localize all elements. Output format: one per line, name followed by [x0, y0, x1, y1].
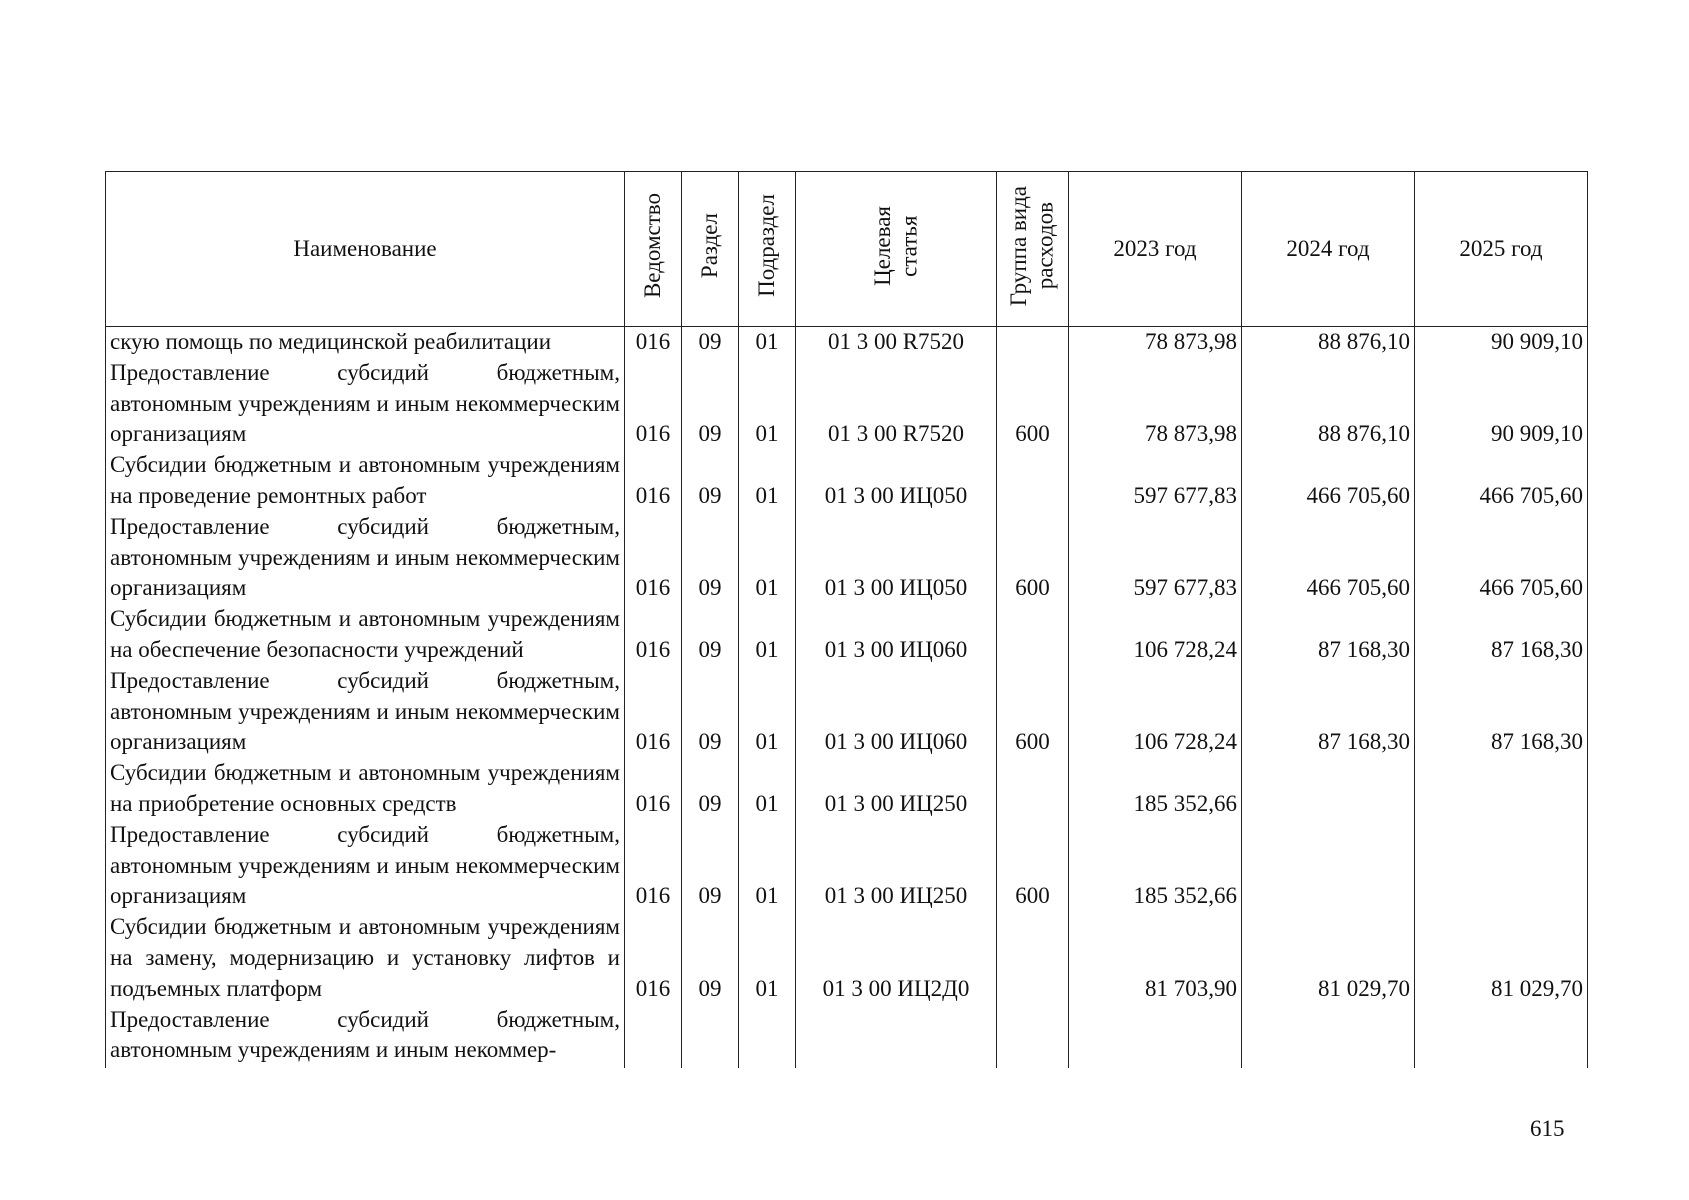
header-dept: Ведомство	[625, 172, 682, 327]
table-body	[106, 327, 1588, 1069]
row-section: 09	[682, 820, 739, 912]
header-2024: 2024 год	[1242, 172, 1415, 327]
row-dept: 016	[625, 758, 682, 820]
row-subsection: 01	[739, 758, 796, 820]
row-2023: 597 677,83	[1069, 450, 1242, 512]
row-2023: 106 728,24	[1069, 666, 1242, 758]
row-subsection: 01	[739, 327, 796, 358]
row-section	[682, 1005, 739, 1067]
header-name: Наименование	[106, 172, 625, 327]
row-2024: 88 876,10	[1242, 358, 1415, 450]
table-row	[106, 758, 1588, 820]
row-target: 01 3 00 R7520	[796, 327, 997, 358]
header-group: Группа вида расходов	[997, 172, 1069, 327]
row-group: 600	[997, 358, 1069, 450]
table-row	[106, 912, 1588, 1004]
row-name: Субсидии бюджетным и автономным учреждениям на проведение ремонтных работ	[106, 450, 625, 512]
row-section: 09	[682, 512, 739, 604]
row-2025: 90 909,10	[1415, 327, 1588, 358]
budget-table	[105, 171, 1588, 1068]
row-section: 09	[682, 450, 739, 512]
row-name: Субсидии бюджетным и автономным учреждениям на приобретение основных средств	[106, 758, 625, 820]
row-name: Предоставление субсидий бюджетным, автономным учреждениям и иным некоммерческим организациям	[106, 358, 625, 450]
row-2024: 466 705,60	[1242, 512, 1415, 604]
table-row	[106, 820, 1588, 912]
row-dept: 016	[625, 820, 682, 912]
row-target	[796, 1005, 997, 1067]
row-group	[997, 327, 1069, 358]
table-row	[106, 512, 1588, 604]
table-row	[106, 358, 1588, 450]
row-2024	[1242, 1005, 1415, 1067]
row-target: 01 3 00 ИЦ2Д0	[796, 912, 997, 1004]
row-2025	[1415, 758, 1588, 820]
row-subsection: 01	[739, 604, 796, 666]
row-name: скую помощь по медицинской реабилитации	[106, 327, 625, 358]
row-dept: 016	[625, 912, 682, 1004]
row-name: Субсидии бюджетным и автономным учреждениям на обеспечение безопасности учреждений	[106, 604, 625, 666]
header-2025: 2025 год	[1415, 172, 1588, 327]
table-header	[106, 172, 1588, 327]
row-2023: 597 677,83	[1069, 512, 1242, 604]
row-2024	[1242, 758, 1415, 820]
row-2025: 87 168,30	[1415, 666, 1588, 758]
table-row	[106, 1005, 1588, 1067]
row-dept: 016	[625, 450, 682, 512]
row-section: 09	[682, 604, 739, 666]
row-name: Предоставление субсидий бюджетным, автономным учреждениям и иным некоммерческим организациям	[106, 512, 625, 604]
row-2023	[1069, 1005, 1242, 1067]
row-2023: 81 703,90	[1069, 912, 1242, 1004]
table-row	[106, 327, 1588, 358]
row-group: 600	[997, 666, 1069, 758]
row-subsection: 01	[739, 358, 796, 450]
row-target: 01 3 00 ИЦ060	[796, 666, 997, 758]
row-2023: 78 873,98	[1069, 327, 1242, 358]
row-group	[997, 758, 1069, 820]
row-subsection: 01	[739, 912, 796, 1004]
row-subsection: 01	[739, 820, 796, 912]
row-group: 600	[997, 820, 1069, 912]
row-dept: 016	[625, 327, 682, 358]
row-dept: 016	[625, 358, 682, 450]
row-dept: 016	[625, 604, 682, 666]
row-target: 01 3 00 ИЦ250	[796, 758, 997, 820]
row-section: 09	[682, 327, 739, 358]
row-2024	[1242, 820, 1415, 912]
row-2023: 185 352,66	[1069, 758, 1242, 820]
row-2024: 466 705,60	[1242, 450, 1415, 512]
row-dept: 016	[625, 512, 682, 604]
row-name: Субсидии бюджетным и автономным учреждениям на замену, модернизацию и установку лифтов и подъемных платформ	[106, 912, 625, 1004]
row-group	[997, 1005, 1069, 1067]
row-section: 09	[682, 358, 739, 450]
table-filler	[106, 1066, 1588, 1068]
row-2025: 466 705,60	[1415, 512, 1588, 604]
row-2024: 88 876,10	[1242, 327, 1415, 358]
row-target: 01 3 00 ИЦ250	[796, 820, 997, 912]
row-section: 09	[682, 666, 739, 758]
row-2023: 106 728,24	[1069, 604, 1242, 666]
row-section: 09	[682, 912, 739, 1004]
row-2025: 87 168,30	[1415, 604, 1588, 666]
row-subsection	[739, 1005, 796, 1067]
row-target: 01 3 00 ИЦ050	[796, 450, 997, 512]
row-subsection: 01	[739, 512, 796, 604]
row-subsection: 01	[739, 666, 796, 758]
row-target: 01 3 00 R7520	[796, 358, 997, 450]
row-name: Предоставление субсидий бюджетным, автономным учреждениям и иным некоммер-	[106, 1005, 625, 1067]
page-number: 615	[1530, 1116, 1565, 1141]
header-section: Раздел	[682, 172, 739, 327]
row-2025	[1415, 820, 1588, 912]
row-subsection: 01	[739, 450, 796, 512]
header-2023: 2023 год	[1069, 172, 1242, 327]
row-group	[997, 912, 1069, 1004]
row-target: 01 3 00 ИЦ060	[796, 604, 997, 666]
row-2024: 87 168,30	[1242, 666, 1415, 758]
row-2025: 81 029,70	[1415, 912, 1588, 1004]
row-group	[997, 450, 1069, 512]
row-dept: 016	[625, 666, 682, 758]
header-target: Целевая статья	[796, 172, 997, 327]
row-name: Предоставление субсидий бюджетным, автономным учреждениям и иным некоммерческим организациям	[106, 666, 625, 758]
header-subsection: Подраздел	[739, 172, 796, 327]
row-2024: 81 029,70	[1242, 912, 1415, 1004]
table-row	[106, 450, 1588, 512]
row-2023: 185 352,66	[1069, 820, 1242, 912]
table-row	[106, 666, 1588, 758]
row-section: 09	[682, 758, 739, 820]
row-2025: 466 705,60	[1415, 450, 1588, 512]
row-2023: 78 873,98	[1069, 358, 1242, 450]
table-row	[106, 604, 1588, 666]
row-name: Предоставление субсидий бюджетным, автономным учреждениям и иным некоммерческим организациям	[106, 820, 625, 912]
row-2024: 87 168,30	[1242, 604, 1415, 666]
row-group: 600	[997, 512, 1069, 604]
row-2025	[1415, 1005, 1588, 1067]
row-2025: 90 909,10	[1415, 358, 1588, 450]
row-dept	[625, 1005, 682, 1067]
row-group	[997, 604, 1069, 666]
row-target: 01 3 00 ИЦ050	[796, 512, 997, 604]
